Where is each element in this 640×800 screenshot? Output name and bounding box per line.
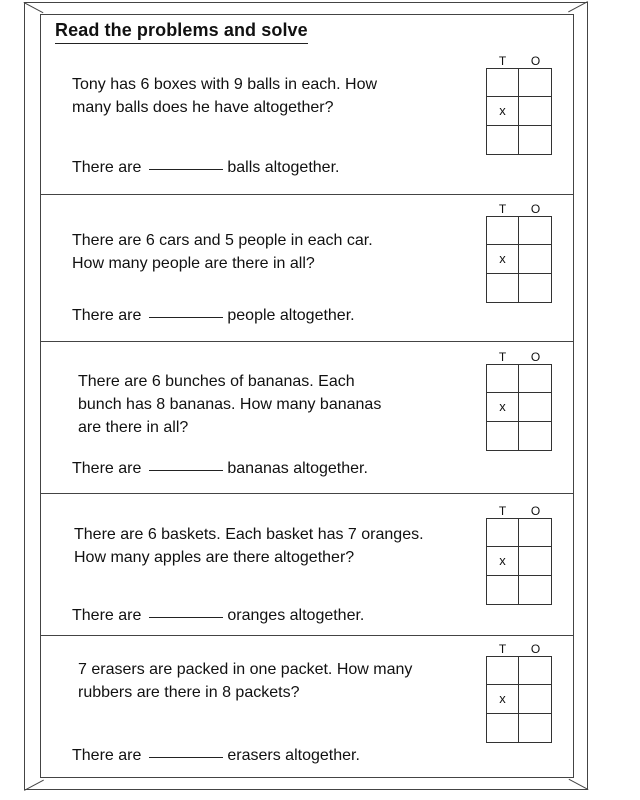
tens-label: T: [498, 642, 507, 656]
grid-cell[interactable]: [487, 126, 519, 154]
tens-label: T: [498, 202, 507, 216]
grid-cell[interactable]: [519, 685, 551, 713]
grid-cell[interactable]: [519, 69, 551, 97]
question-text: There are 6 bunches of bananas. Each bunch has 8 bananas. How many bananas are there in all?: [78, 373, 382, 436]
answer-line: There are erasers altogether.: [72, 747, 360, 764]
grid-cell[interactable]: [519, 245, 551, 273]
tens-label: T: [498, 504, 507, 518]
place-value-grid: [486, 350, 552, 451]
multiply-sign: x: [487, 245, 519, 273]
grid-cell[interactable]: [519, 274, 551, 302]
ones-label: O: [530, 202, 541, 216]
ones-label: O: [530, 54, 541, 68]
grid-cell[interactable]: [487, 519, 519, 547]
grid-cell[interactable]: [519, 576, 551, 604]
answer-blank[interactable]: [149, 317, 223, 318]
answer-line: There are oranges altogether.: [72, 607, 365, 624]
multiply-sign: x: [487, 393, 519, 421]
problem-2: [40, 195, 574, 342]
grid-cell[interactable]: [487, 365, 519, 393]
grid-cell[interactable]: [487, 657, 519, 685]
grid-cell[interactable]: [519, 365, 551, 393]
tens-label: T: [498, 350, 507, 364]
question-text: There are 6 cars and 5 people in each car. How many people are there in all?: [72, 232, 373, 272]
multiply-sign: x: [487, 685, 519, 713]
grid-cell[interactable]: [487, 714, 519, 742]
answer-line: There are bananas altogether.: [72, 460, 368, 477]
worksheet-title: Read the problems and solve: [55, 20, 308, 44]
place-value-grid: [486, 504, 552, 605]
grid-cell[interactable]: [519, 657, 551, 685]
grid-cell[interactable]: [519, 422, 551, 450]
grid-cell[interactable]: [519, 393, 551, 421]
grid-cell[interactable]: [487, 217, 519, 245]
answer-blank[interactable]: [149, 757, 223, 758]
place-value-grid: [486, 54, 552, 155]
place-value-grid: [486, 202, 552, 303]
grid-cell[interactable]: [519, 126, 551, 154]
question-text: There are 6 baskets. Each basket has 7 oranges. How many apples are there altogether?: [74, 526, 424, 566]
ones-label: O: [530, 642, 541, 656]
multiply-sign: x: [487, 97, 519, 125]
ones-label: O: [530, 350, 541, 364]
answer-line: There are balls altogether.: [72, 159, 340, 176]
grid-cell[interactable]: [519, 97, 551, 125]
problem-4: [40, 494, 574, 636]
grid-cell[interactable]: [487, 422, 519, 450]
answer-blank[interactable]: [149, 169, 223, 170]
question-text: 7 erasers are packed in one packet. How many rubbers are there in 8 packets?: [78, 661, 413, 701]
place-value-grid: [486, 642, 552, 743]
grid-cell[interactable]: [519, 547, 551, 575]
grid-cell[interactable]: [519, 519, 551, 547]
grid-cell[interactable]: [487, 274, 519, 302]
question-text: Tony has 6 boxes with 9 balls in each. How many balls does he have altogether?: [72, 76, 378, 116]
problem-1: [40, 48, 574, 195]
tens-label: T: [498, 54, 507, 68]
grid-cell[interactable]: [487, 576, 519, 604]
grid-cell[interactable]: [519, 217, 551, 245]
ones-label: O: [530, 504, 541, 518]
answer-blank[interactable]: [149, 617, 223, 618]
grid-cell[interactable]: [519, 714, 551, 742]
multiply-sign: x: [487, 547, 519, 575]
problem-3: [40, 342, 574, 494]
answer-line: There are people altogether.: [72, 307, 355, 324]
answer-blank[interactable]: [149, 470, 223, 471]
grid-cell[interactable]: [487, 69, 519, 97]
problem-5: [40, 636, 574, 776]
